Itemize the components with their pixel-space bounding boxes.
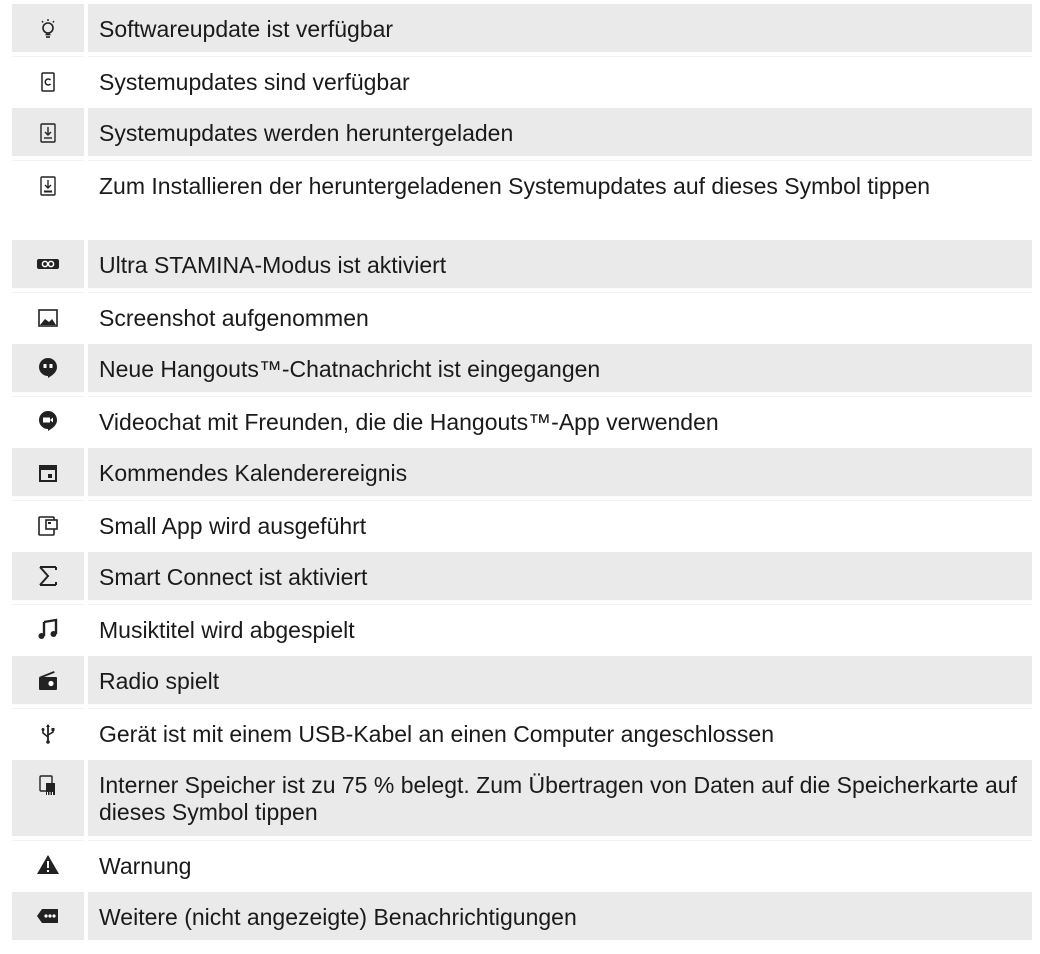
table-row <box>12 56 1032 104</box>
table-row <box>12 500 1032 548</box>
table-row <box>12 448 1032 496</box>
table-row <box>12 160 1032 236</box>
calendar-icon <box>36 461 60 485</box>
table-row <box>12 240 1032 288</box>
icon-cell <box>12 448 84 496</box>
row-label: Kommendes Kalenderereignis <box>88 448 1032 496</box>
small-app-icon <box>36 514 60 538</box>
table-row <box>12 760 1032 836</box>
table-row <box>12 396 1032 444</box>
icon-cell <box>12 160 84 236</box>
table-row <box>12 552 1032 600</box>
table-row <box>12 4 1032 52</box>
install-update-icon <box>36 174 60 198</box>
row-label: Softwareupdate ist verfügbar <box>88 4 1032 52</box>
lightbulb-icon <box>36 17 60 41</box>
table-row <box>12 892 1032 940</box>
row-label: Small App wird ausgeführt <box>88 500 1032 548</box>
row-label: Neue Hangouts™-Chatnachricht ist eingegangen <box>88 344 1032 392</box>
row-label: Musiktitel wird abgespielt <box>88 604 1032 652</box>
table-row <box>12 292 1032 340</box>
table-row <box>12 604 1032 652</box>
download-progress-icon <box>36 121 60 145</box>
row-label: Gerät ist mit einem USB-Kabel an einen Computer angeschlossen <box>88 708 1032 756</box>
system-update-icon <box>36 70 60 94</box>
usb-icon <box>36 722 60 746</box>
row-label: Weitere (nicht angezeigte) Benachrichtigungen <box>88 892 1032 940</box>
icon-cell <box>12 108 84 156</box>
row-label: Systemupdates werden heruntergeladen <box>88 108 1032 156</box>
more-notifications-icon <box>36 904 60 928</box>
notification-icon-table <box>12 4 1032 944</box>
icon-cell <box>12 344 84 392</box>
table-row <box>12 656 1032 704</box>
row-label: Interner Speicher ist zu 75 % belegt. Zum Übertragen von Daten auf die Speicherkarte auf dieses Symbol tippen <box>88 760 1032 836</box>
hangouts-video-icon <box>36 409 60 433</box>
row-label: Radio spielt <box>88 656 1032 704</box>
icon-cell <box>12 604 84 652</box>
row-label: Videochat mit Freunden, die die Hangouts™-App verwenden <box>88 396 1032 444</box>
radio-icon <box>36 668 60 692</box>
icon-cell <box>12 56 84 104</box>
row-label: Zum Installieren der heruntergeladenen Systemupdates auf dieses Symbol tippen <box>88 160 1032 236</box>
icon-cell <box>12 396 84 444</box>
icon-cell <box>12 552 84 600</box>
warning-icon <box>36 853 60 877</box>
icon-cell <box>12 240 84 288</box>
icon-cell <box>12 4 84 52</box>
hangouts-chat-icon <box>36 356 60 380</box>
row-label: Screenshot aufgenommen <box>88 292 1032 340</box>
icon-cell <box>12 892 84 940</box>
row-label: Warnung <box>88 840 1032 888</box>
storage-transfer-icon <box>36 773 60 797</box>
icon-cell <box>12 760 84 836</box>
icon-cell <box>12 840 84 888</box>
stamina-infinity-icon <box>36 252 60 276</box>
screenshot-icon <box>36 306 60 330</box>
row-label: Smart Connect ist aktiviert <box>88 552 1032 600</box>
icon-cell <box>12 500 84 548</box>
icon-cell <box>12 708 84 756</box>
table-row <box>12 840 1032 888</box>
table-row <box>12 344 1032 392</box>
table-row <box>12 708 1032 756</box>
row-label: Ultra STAMINA-Modus ist aktiviert <box>88 240 1032 288</box>
icon-cell <box>12 292 84 340</box>
icon-cell <box>12 656 84 704</box>
table-row <box>12 108 1032 156</box>
smart-connect-icon <box>36 564 60 588</box>
music-note-icon <box>36 617 60 641</box>
row-label: Systemupdates sind verfügbar <box>88 56 1032 104</box>
